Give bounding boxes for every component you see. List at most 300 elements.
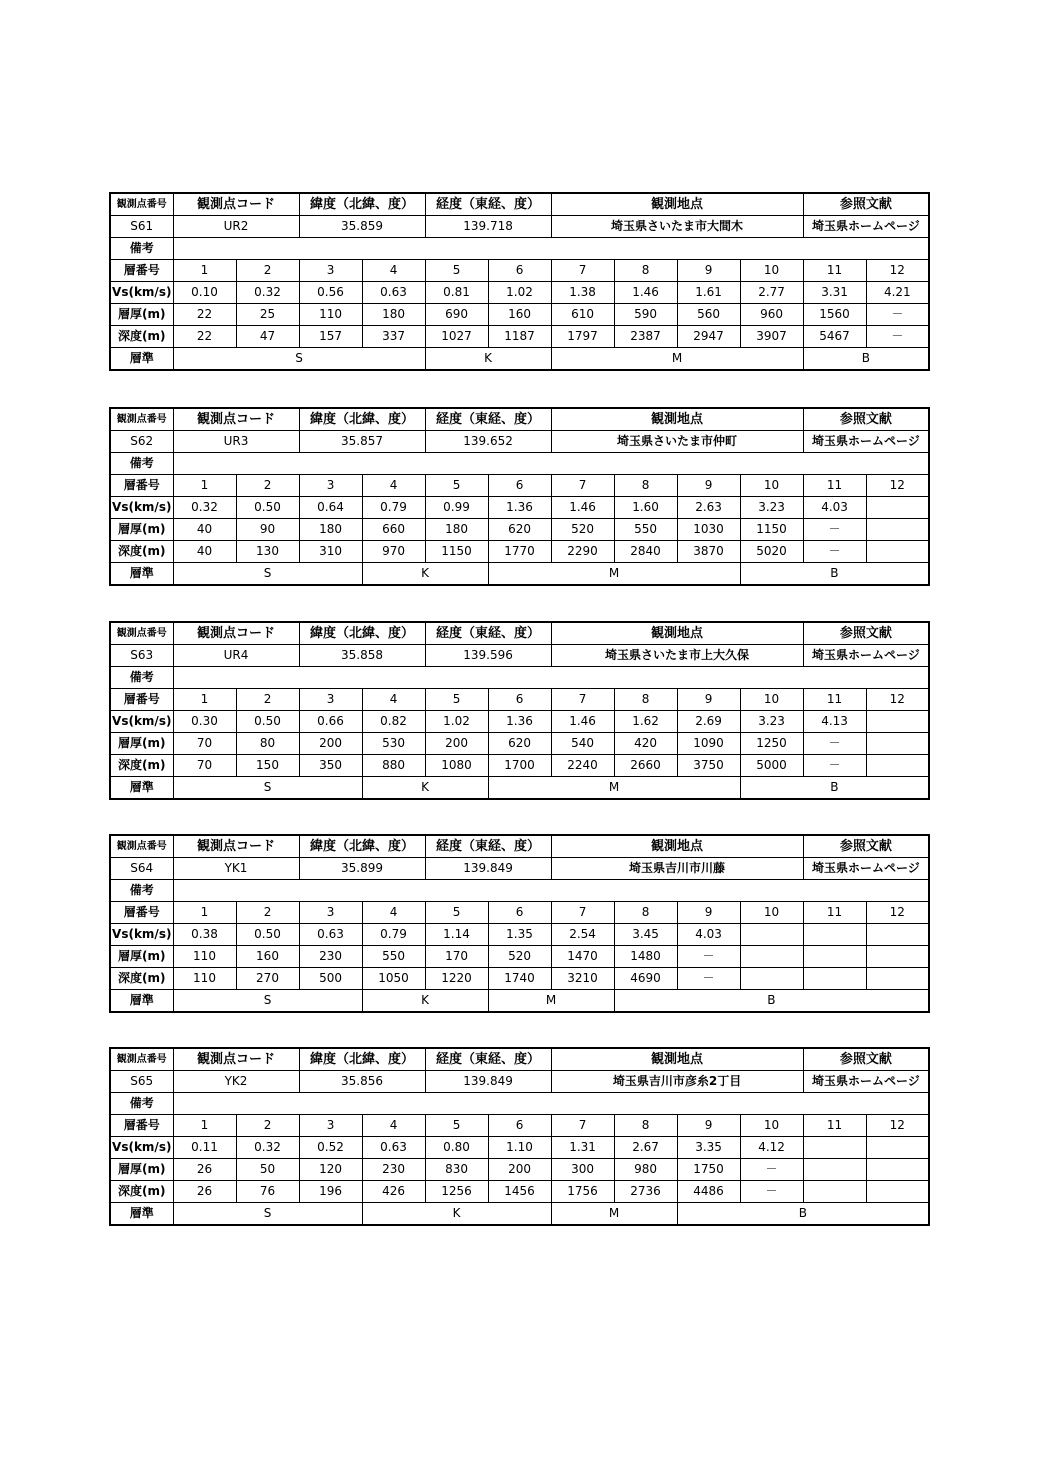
layer-number: 8 [614, 475, 677, 497]
vs-label: Vs(km/s) [110, 711, 173, 733]
reference-value: 埼玉県ホームページ [803, 645, 929, 667]
thickness-value [866, 946, 929, 968]
layer-number: 8 [614, 689, 677, 711]
layer-number: 7 [551, 260, 614, 282]
thickness-value: 530 [362, 733, 425, 755]
longitude-value: 139.596 [425, 645, 551, 667]
longitude-header: 経度（東経、度） [425, 835, 551, 858]
vs-value [740, 924, 803, 946]
latitude-value: 35.859 [299, 216, 425, 238]
depth-label: 深度(m) [110, 326, 173, 348]
depth-value: 47 [236, 326, 299, 348]
depth-value: － [677, 968, 740, 990]
station-code-header: 観測点コード [173, 193, 299, 216]
depth-value: 1770 [488, 541, 551, 563]
layer-number: 4 [362, 1115, 425, 1137]
thickness-value: 520 [488, 946, 551, 968]
depth-value: 76 [236, 1181, 299, 1203]
reference-value: 埼玉県ホームページ [803, 1071, 929, 1093]
longitude-value: 139.652 [425, 431, 551, 453]
location-value: 埼玉県吉川市彦糸2丁目 [551, 1071, 803, 1093]
thickness-value: 300 [551, 1159, 614, 1181]
vs-value: 3.31 [803, 282, 866, 304]
remarks-value [173, 453, 929, 475]
depth-value: 150 [236, 755, 299, 777]
stratum-value: K [425, 348, 551, 371]
vs-value: 0.10 [173, 282, 236, 304]
thickness-value: 550 [614, 519, 677, 541]
vs-value: 2.69 [677, 711, 740, 733]
station-table [109, 834, 930, 1013]
layer-number: 9 [677, 689, 740, 711]
station-code-header: 観測点コード [173, 622, 299, 645]
vs-value: 3.35 [677, 1137, 740, 1159]
thickness-value: 180 [299, 519, 362, 541]
vs-value: 0.79 [362, 924, 425, 946]
longitude-header: 経度（東経、度） [425, 193, 551, 216]
depth-value: 337 [362, 326, 425, 348]
depth-value [866, 755, 929, 777]
thickness-value: 620 [488, 733, 551, 755]
depth-value: 1256 [425, 1181, 488, 1203]
station-no: S63 [110, 645, 173, 667]
latitude-value: 35.857 [299, 431, 425, 453]
vs-value: 0.80 [425, 1137, 488, 1159]
station-code: YK1 [173, 858, 299, 880]
vs-value: 1.62 [614, 711, 677, 733]
depth-value: 2660 [614, 755, 677, 777]
depth-value: 4690 [614, 968, 677, 990]
station-no-header: 観測点番号 [110, 408, 173, 431]
thickness-value: 160 [236, 946, 299, 968]
vs-value: 0.64 [299, 497, 362, 519]
vs-value: 1.35 [488, 924, 551, 946]
layer-number: 4 [362, 475, 425, 497]
vs-value: 0.52 [299, 1137, 362, 1159]
layer-number: 8 [614, 902, 677, 924]
stratum-value: S [173, 563, 362, 586]
stratum-value: M [488, 990, 614, 1013]
stratum-label: 層準 [110, 777, 173, 800]
vs-value: 0.50 [236, 497, 299, 519]
depth-value: 70 [173, 755, 236, 777]
depth-value: 310 [299, 541, 362, 563]
layer-number: 6 [488, 1115, 551, 1137]
depth-label: 深度(m) [110, 541, 173, 563]
reference-value: 埼玉県ホームページ [803, 431, 929, 453]
thickness-value: 22 [173, 304, 236, 326]
thickness-value: 40 [173, 519, 236, 541]
vs-value: 0.63 [362, 1137, 425, 1159]
vs-value: 1.46 [551, 711, 614, 733]
vs-value: 1.46 [551, 497, 614, 519]
layer-no-label: 層番号 [110, 689, 173, 711]
latitude-header: 緯度（北緯、度） [299, 193, 425, 216]
vs-value [866, 497, 929, 519]
station-table [109, 192, 930, 371]
layer-number: 12 [866, 475, 929, 497]
depth-value: 270 [236, 968, 299, 990]
vs-value: 4.12 [740, 1137, 803, 1159]
remarks-value [173, 667, 929, 689]
station-no: S61 [110, 216, 173, 238]
layer-no-label: 層番号 [110, 902, 173, 924]
depth-value: － [866, 326, 929, 348]
station-code-header: 観測点コード [173, 1048, 299, 1071]
vs-label: Vs(km/s) [110, 924, 173, 946]
thickness-value: 26 [173, 1159, 236, 1181]
longitude-value: 139.849 [425, 1071, 551, 1093]
thickness-value [803, 946, 866, 968]
depth-value: 1756 [551, 1181, 614, 1203]
thickness-value: 90 [236, 519, 299, 541]
vs-value: 0.63 [299, 924, 362, 946]
vs-value: 0.50 [236, 924, 299, 946]
thickness-value: 120 [299, 1159, 362, 1181]
depth-value: 426 [362, 1181, 425, 1203]
depth-value: 40 [173, 541, 236, 563]
stratum-value: B [614, 990, 929, 1013]
layer-no-label: 層番号 [110, 1115, 173, 1137]
depth-value: － [803, 541, 866, 563]
vs-value: 0.32 [236, 282, 299, 304]
stratum-label: 層準 [110, 348, 173, 371]
depth-value: 26 [173, 1181, 236, 1203]
thickness-value [866, 1159, 929, 1181]
layer-number: 12 [866, 689, 929, 711]
vs-value: 1.46 [614, 282, 677, 304]
stratum-value: S [173, 777, 362, 800]
station-code-header: 観測点コード [173, 408, 299, 431]
vs-value: 1.14 [425, 924, 488, 946]
longitude-header: 経度（東経、度） [425, 408, 551, 431]
vs-value: 4.21 [866, 282, 929, 304]
stratum-label: 層準 [110, 563, 173, 586]
depth-value: 1150 [425, 541, 488, 563]
depth-label: 深度(m) [110, 1181, 173, 1203]
thickness-value: 170 [425, 946, 488, 968]
vs-value: 3.23 [740, 711, 803, 733]
longitude-header: 経度（東経、度） [425, 1048, 551, 1071]
layer-number: 11 [803, 475, 866, 497]
stratum-value: S [173, 990, 362, 1013]
thickness-value: 200 [425, 733, 488, 755]
location-value: 埼玉県吉川市川藤 [551, 858, 803, 880]
layer-number: 5 [425, 689, 488, 711]
reference-header: 参照文献 [803, 193, 929, 216]
thickness-value: 1030 [677, 519, 740, 541]
depth-value: 2240 [551, 755, 614, 777]
vs-value [866, 711, 929, 733]
layer-number: 4 [362, 260, 425, 282]
vs-value: 0.82 [362, 711, 425, 733]
layer-number: 3 [299, 475, 362, 497]
layer-number: 1 [173, 689, 236, 711]
remarks-label: 備考 [110, 238, 173, 260]
remarks-label: 備考 [110, 453, 173, 475]
depth-value [866, 541, 929, 563]
depth-value: 2736 [614, 1181, 677, 1203]
thickness-value: 540 [551, 733, 614, 755]
vs-value: 2.54 [551, 924, 614, 946]
thickness-value: 180 [425, 519, 488, 541]
layer-number: 7 [551, 1115, 614, 1137]
thickness-value: 160 [488, 304, 551, 326]
thickness-value: 25 [236, 304, 299, 326]
latitude-header: 緯度（北緯、度） [299, 1048, 425, 1071]
remarks-label: 備考 [110, 880, 173, 902]
station-code-header: 観測点コード [173, 835, 299, 858]
thickness-value: 230 [299, 946, 362, 968]
vs-value: 0.99 [425, 497, 488, 519]
thickness-value: 200 [488, 1159, 551, 1181]
depth-value: 1187 [488, 326, 551, 348]
vs-value: 0.38 [173, 924, 236, 946]
latitude-header: 緯度（北緯、度） [299, 408, 425, 431]
layer-number: 6 [488, 902, 551, 924]
station-no: S65 [110, 1071, 173, 1093]
depth-value: 5020 [740, 541, 803, 563]
vs-value: 1.36 [488, 711, 551, 733]
thickness-value: 590 [614, 304, 677, 326]
vs-value: 1.02 [425, 711, 488, 733]
stratum-label: 層準 [110, 1203, 173, 1226]
thickness-label: 層厚(m) [110, 733, 173, 755]
thickness-value: － [803, 733, 866, 755]
vs-value: 0.32 [236, 1137, 299, 1159]
vs-value: 1.02 [488, 282, 551, 304]
stratum-value: K [362, 777, 488, 800]
layer-number: 5 [425, 1115, 488, 1137]
layer-number: 2 [236, 260, 299, 282]
reference-header: 参照文献 [803, 622, 929, 645]
station-no-header: 観測点番号 [110, 193, 173, 216]
reference-header: 参照文献 [803, 408, 929, 431]
vs-value: 0.66 [299, 711, 362, 733]
station-code: YK2 [173, 1071, 299, 1093]
vs-value: 1.36 [488, 497, 551, 519]
layer-number: 10 [740, 260, 803, 282]
depth-value: 3907 [740, 326, 803, 348]
thickness-value: 960 [740, 304, 803, 326]
latitude-value: 35.856 [299, 1071, 425, 1093]
layer-number: 12 [866, 1115, 929, 1137]
vs-value: 1.10 [488, 1137, 551, 1159]
depth-value: 500 [299, 968, 362, 990]
layer-number: 6 [488, 689, 551, 711]
stratum-value: B [740, 563, 929, 586]
location-header: 観測地点 [551, 622, 803, 645]
thickness-value [866, 733, 929, 755]
station-no: S64 [110, 858, 173, 880]
depth-value: 1080 [425, 755, 488, 777]
thickness-value: － [677, 946, 740, 968]
thickness-value: 110 [299, 304, 362, 326]
depth-value: 157 [299, 326, 362, 348]
layer-number: 10 [740, 475, 803, 497]
layer-number: 11 [803, 260, 866, 282]
layer-number: 5 [425, 902, 488, 924]
thickness-label: 層厚(m) [110, 1159, 173, 1181]
location-header: 観測地点 [551, 408, 803, 431]
stratum-value: M [488, 777, 740, 800]
layer-number: 12 [866, 902, 929, 924]
thickness-value: 520 [551, 519, 614, 541]
remarks-value [173, 880, 929, 902]
stratum-value: K [362, 990, 488, 1013]
stratum-value: K [362, 563, 488, 586]
layer-number: 7 [551, 902, 614, 924]
thickness-value: 1150 [740, 519, 803, 541]
thickness-label: 層厚(m) [110, 304, 173, 326]
thickness-value: 830 [425, 1159, 488, 1181]
layer-number: 4 [362, 689, 425, 711]
depth-label: 深度(m) [110, 968, 173, 990]
layer-number: 7 [551, 475, 614, 497]
location-value: 埼玉県さいたま市大間木 [551, 216, 803, 238]
thickness-value: 420 [614, 733, 677, 755]
thickness-value [866, 519, 929, 541]
vs-value: 2.77 [740, 282, 803, 304]
layer-number: 3 [299, 902, 362, 924]
vs-value: 0.81 [425, 282, 488, 304]
vs-value: 1.60 [614, 497, 677, 519]
depth-value: 196 [299, 1181, 362, 1203]
thickness-value: 1090 [677, 733, 740, 755]
vs-value: 2.67 [614, 1137, 677, 1159]
layer-number: 1 [173, 475, 236, 497]
stratum-value: B [803, 348, 929, 371]
station-table [109, 407, 930, 586]
depth-value: 880 [362, 755, 425, 777]
layer-number: 9 [677, 260, 740, 282]
vs-value [866, 1137, 929, 1159]
location-header: 観測地点 [551, 835, 803, 858]
vs-value [866, 924, 929, 946]
depth-value: 3870 [677, 541, 740, 563]
depth-value: 1220 [425, 968, 488, 990]
vs-value: 0.32 [173, 497, 236, 519]
layer-number: 2 [236, 475, 299, 497]
layer-number: 12 [866, 260, 929, 282]
thickness-value: － [866, 304, 929, 326]
depth-value: 2290 [551, 541, 614, 563]
station-code: UR4 [173, 645, 299, 667]
vs-value: 4.13 [803, 711, 866, 733]
remarks-value [173, 1093, 929, 1115]
station-code: UR2 [173, 216, 299, 238]
remarks-value [173, 238, 929, 260]
depth-value: 2840 [614, 541, 677, 563]
vs-value: 2.63 [677, 497, 740, 519]
thickness-value: 560 [677, 304, 740, 326]
thickness-value: 1470 [551, 946, 614, 968]
layer-number: 8 [614, 260, 677, 282]
vs-value [803, 1137, 866, 1159]
longitude-header: 経度（東経、度） [425, 622, 551, 645]
depth-value: 1050 [362, 968, 425, 990]
thickness-value [740, 946, 803, 968]
depth-value: 1700 [488, 755, 551, 777]
depth-value [866, 1181, 929, 1203]
depth-value: 1797 [551, 326, 614, 348]
depth-value: 2387 [614, 326, 677, 348]
layer-number: 11 [803, 1115, 866, 1137]
thickness-value: 70 [173, 733, 236, 755]
vs-value: 1.31 [551, 1137, 614, 1159]
thickness-value: 1560 [803, 304, 866, 326]
layer-no-label: 層番号 [110, 475, 173, 497]
vs-label: Vs(km/s) [110, 1137, 173, 1159]
thickness-label: 層厚(m) [110, 519, 173, 541]
latitude-header: 緯度（北緯、度） [299, 835, 425, 858]
layer-number: 4 [362, 902, 425, 924]
thickness-value: 80 [236, 733, 299, 755]
thickness-value: 550 [362, 946, 425, 968]
vs-value: 0.11 [173, 1137, 236, 1159]
thickness-value: 110 [173, 946, 236, 968]
layer-number: 1 [173, 902, 236, 924]
depth-value [740, 968, 803, 990]
longitude-value: 139.718 [425, 216, 551, 238]
layer-number: 5 [425, 260, 488, 282]
depth-value [803, 968, 866, 990]
vs-value: 1.61 [677, 282, 740, 304]
station-no-header: 観測点番号 [110, 622, 173, 645]
layer-number: 2 [236, 902, 299, 924]
remarks-label: 備考 [110, 667, 173, 689]
layer-number: 2 [236, 689, 299, 711]
vs-value [803, 924, 866, 946]
depth-value: 2947 [677, 326, 740, 348]
layer-number: 2 [236, 1115, 299, 1137]
depth-value: 4486 [677, 1181, 740, 1203]
vs-value: 0.56 [299, 282, 362, 304]
longitude-value: 139.849 [425, 858, 551, 880]
station-table [109, 1047, 930, 1226]
depth-value: 5467 [803, 326, 866, 348]
thickness-value: 620 [488, 519, 551, 541]
thickness-value: － [803, 519, 866, 541]
layer-number: 7 [551, 689, 614, 711]
thickness-value: 690 [425, 304, 488, 326]
layer-number: 1 [173, 1115, 236, 1137]
layer-number: 3 [299, 1115, 362, 1137]
depth-value: 350 [299, 755, 362, 777]
layer-number: 9 [677, 475, 740, 497]
thickness-value: 610 [551, 304, 614, 326]
layer-number: 6 [488, 475, 551, 497]
stratum-value: M [488, 563, 740, 586]
depth-value: 3750 [677, 755, 740, 777]
vs-value: 3.45 [614, 924, 677, 946]
depth-value [866, 968, 929, 990]
latitude-header: 緯度（北緯、度） [299, 622, 425, 645]
thickness-value: 660 [362, 519, 425, 541]
layer-number: 9 [677, 902, 740, 924]
stratum-value: B [740, 777, 929, 800]
station-code: UR3 [173, 431, 299, 453]
remarks-label: 備考 [110, 1093, 173, 1115]
location-value: 埼玉県さいたま市上大久保 [551, 645, 803, 667]
stratum-value: M [551, 348, 803, 371]
station-table [109, 621, 930, 800]
depth-value: 22 [173, 326, 236, 348]
vs-value: 0.30 [173, 711, 236, 733]
station-no-header: 観測点番号 [110, 835, 173, 858]
vs-value: 1.38 [551, 282, 614, 304]
vs-value: 4.03 [677, 924, 740, 946]
